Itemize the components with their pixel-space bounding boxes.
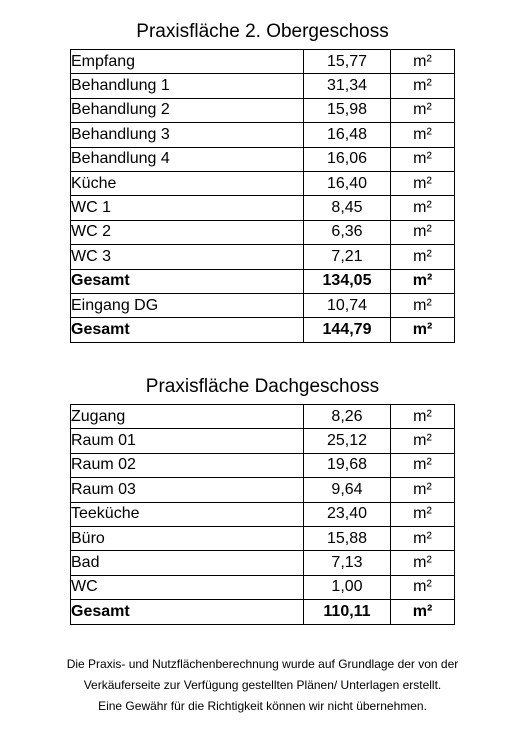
unit-cell: m² [391, 478, 455, 502]
area-value-cell: 6,36 [304, 220, 391, 244]
room-name-cell: Zugang [71, 405, 304, 429]
unit-cell: m² [391, 74, 455, 98]
area-value-cell: 16,06 [304, 147, 391, 171]
room-name-cell: Behandlung 3 [71, 123, 304, 147]
section-title-dachgeschoss: Praxisfläche Dachgeschoss [145, 376, 380, 397]
disclaimer-footnote [0, 654, 525, 717]
table-row [71, 293, 455, 317]
area-value-cell: 10,74 [304, 293, 391, 317]
table-row [71, 502, 455, 526]
unit-cell: m² [391, 429, 455, 453]
unit-cell: m² [391, 526, 455, 550]
area-value-cell: 7,21 [304, 245, 391, 269]
unit-cell: m² [391, 123, 455, 147]
table-row [71, 478, 455, 502]
table-row [71, 50, 455, 74]
unit-cell: m² [391, 405, 455, 429]
room-name-cell: Behandlung 4 [71, 147, 304, 171]
area-table-dachgeschoss [70, 404, 455, 625]
table-row [71, 220, 455, 244]
area-value-cell: 7,13 [304, 551, 391, 575]
unit-cell: m² [391, 171, 455, 195]
room-name-cell: WC [71, 575, 304, 599]
room-name-cell: Büro [71, 526, 304, 550]
room-name-cell: Raum 01 [71, 429, 304, 453]
room-name-cell: Empfang [71, 50, 304, 74]
total-row [71, 600, 455, 624]
table-row [71, 453, 455, 477]
room-name-cell: WC 2 [71, 220, 304, 244]
table-row [71, 405, 455, 429]
table-row [71, 245, 455, 269]
area-value-cell: 15,88 [304, 526, 391, 550]
section-title-obergeschoss: Praxisfläche 2. Obergeschoss [136, 21, 389, 42]
area-value-cell: 1,00 [304, 575, 391, 599]
room-name-cell: Behandlung 1 [71, 74, 304, 98]
unit-cell: m² [391, 147, 455, 171]
room-name-cell: WC 3 [71, 245, 304, 269]
area-value-cell: 15,77 [304, 50, 391, 74]
area-value-cell: 25,12 [304, 429, 391, 453]
table-row [71, 575, 455, 599]
room-name-cell: Behandlung 2 [71, 98, 304, 122]
room-name-cell: WC 1 [71, 196, 304, 220]
room-name-cell: Gesamt [71, 600, 304, 624]
footnote-line: Verkäuferseite zur Verfügung gestellten Plänen/ Unterlagen erstellt. [83, 678, 442, 692]
area-value-cell: 144,79 [304, 318, 391, 342]
unit-cell: m² [391, 98, 455, 122]
unit-cell: m² [391, 220, 455, 244]
room-name-cell: Gesamt [71, 318, 304, 342]
room-name-cell: Bad [71, 551, 304, 575]
room-name-cell: Gesamt [71, 269, 304, 293]
table-row [71, 526, 455, 550]
unit-cell: m² [391, 50, 455, 74]
area-value-cell: 9,64 [304, 478, 391, 502]
table-row [71, 98, 455, 122]
table-row [71, 171, 455, 195]
table-row [71, 123, 455, 147]
unit-cell: m² [391, 269, 455, 293]
unit-cell: m² [391, 502, 455, 526]
unit-cell: m² [391, 575, 455, 599]
table-row [71, 429, 455, 453]
room-name-cell: Teeküche [71, 502, 304, 526]
area-value-cell: 31,34 [304, 74, 391, 98]
area-table-obergeschoss [70, 49, 455, 343]
area-value-cell: 16,40 [304, 171, 391, 195]
unit-cell: m² [391, 245, 455, 269]
room-name-cell: Raum 03 [71, 478, 304, 502]
total-row [71, 318, 455, 342]
area-value-cell: 8,26 [304, 405, 391, 429]
area-value-cell: 16,48 [304, 123, 391, 147]
unit-cell: m² [391, 600, 455, 624]
unit-cell: m² [391, 293, 455, 317]
room-name-cell: Küche [71, 171, 304, 195]
footnote-line: Die Praxis- und Nutzflächenberechnung wurde auf Grundlage der von der [66, 657, 459, 671]
total-row [71, 269, 455, 293]
table-row [71, 551, 455, 575]
area-value-cell: 110,11 [304, 600, 391, 624]
area-value-cell: 8,45 [304, 196, 391, 220]
table-row [71, 74, 455, 98]
unit-cell: m² [391, 453, 455, 477]
unit-cell: m² [391, 196, 455, 220]
room-name-cell: Eingang DG [71, 293, 304, 317]
table-row [71, 196, 455, 220]
unit-cell: m² [391, 318, 455, 342]
area-value-cell: 19,68 [304, 453, 391, 477]
room-name-cell: Raum 02 [71, 453, 304, 477]
unit-cell: m² [391, 551, 455, 575]
footnote-line: Eine Gewähr für die Richtigkeit können wir nicht übernehmen. [98, 699, 427, 713]
area-value-cell: 15,98 [304, 98, 391, 122]
area-value-cell: 23,40 [304, 502, 391, 526]
area-value-cell: 134,05 [304, 269, 391, 293]
table-row [71, 147, 455, 171]
